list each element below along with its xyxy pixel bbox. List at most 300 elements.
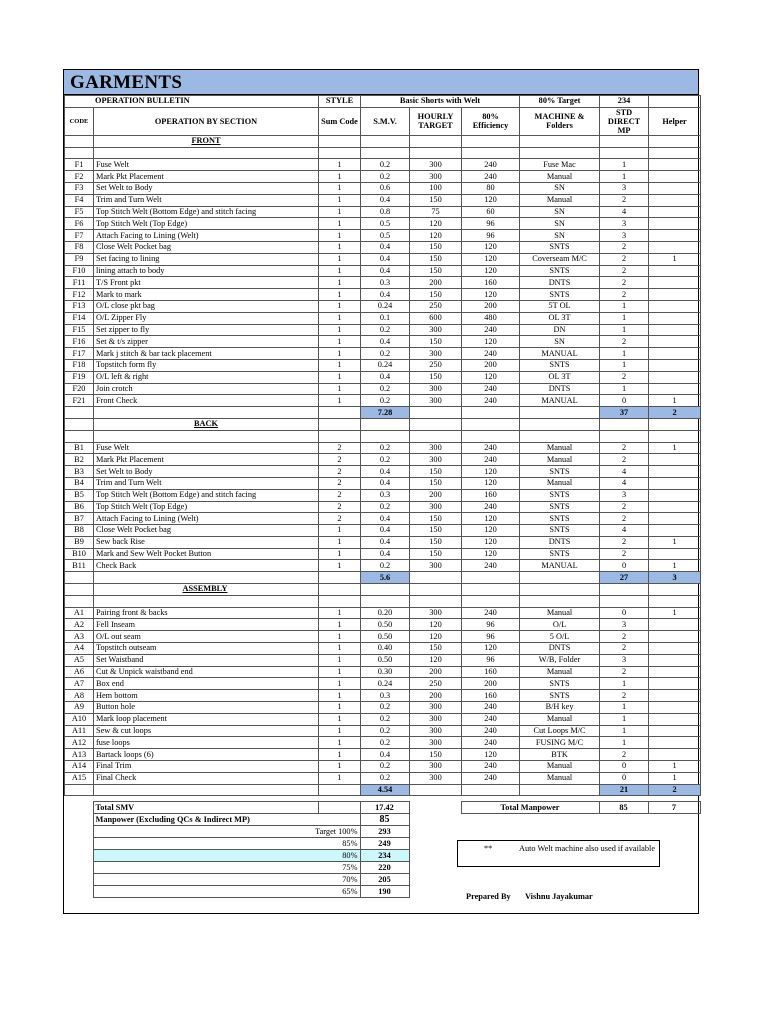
operation-cell-sum-code: 1 [319,218,361,230]
empty-cell [409,850,461,862]
operation-cell-code: F14 [65,312,94,324]
empty-cell [409,838,461,850]
header-row-1 [65,96,701,108]
operation-row [65,654,701,666]
operation-row [65,348,701,360]
operation-cell-smv: 0.4 [361,336,410,348]
total-smv-row [64,802,700,814]
empty-cell [94,595,319,607]
total-helper-value: 7 [648,802,700,814]
operation-cell-sum-code: 1 [319,713,361,725]
operation-cell-smv: 0.4 [361,253,410,265]
empty-cell [649,595,701,607]
operation-cell-std-direct-mp: 4 [600,477,649,489]
operation-cell-helper [649,159,701,171]
operation-cell-operation: O/L out seam [94,631,319,643]
column-header-helper: Helper [649,107,701,135]
column-header-code: CODE [65,107,94,135]
target-label: 80% [93,850,360,862]
operation-cell-hourly-target: 300 [410,737,462,749]
operation-cell-std-direct-mp: 3 [600,654,649,666]
operation-row [65,737,701,749]
operation-cell-smv: 0.4 [361,194,410,206]
operation-cell-operation: Final Trim [94,761,319,773]
operation-cell-hourly-target: 150 [410,336,462,348]
operation-cell-helper [649,466,701,478]
empty-cell [319,407,361,419]
operation-cell-code: F21 [65,395,94,407]
empty-cell [520,430,600,442]
operation-cell-std-direct-mp: 2 [600,749,649,761]
operation-bulletin-label: OPERATION BULLETIN [65,96,319,108]
operation-cell-operation: Mark j stitch & bar tack placement [94,348,319,360]
empty-cell [520,584,600,596]
operation-cell-operation: O/L Zipper Fly [94,312,319,324]
operation-cell-machine: SNTS [520,359,600,371]
empty-cell [520,784,600,796]
operation-cell-std-direct-mp: 2 [600,548,649,560]
empty-cell [319,584,361,596]
operation-cell-helper [649,206,701,218]
operation-cell-smv: 0.2 [361,737,410,749]
operation-cell-code: F12 [65,289,94,301]
operation-cell-operation: Topstitch form fly [94,359,319,371]
operation-cell-code: B2 [65,454,94,466]
empty-cell [410,572,462,584]
operation-cell-efficiency: 120 [462,265,520,277]
operation-cell-efficiency: 120 [462,241,520,253]
operation-cell-hourly-target: 150 [410,548,462,560]
operation-cell-sum-code: 2 [319,513,361,525]
operation-cell-std-direct-mp: 4 [600,525,649,537]
operation-cell-sum-code: 2 [319,442,361,454]
manpower-value: 85 [360,814,409,826]
operation-cell-code: F4 [65,194,94,206]
empty-cell [462,418,520,430]
operation-cell-code: A3 [65,631,94,643]
operation-cell-std-direct-mp: 0 [600,560,649,572]
operation-row [65,289,701,301]
empty-cell [410,407,462,419]
operation-cell-helper [649,690,701,702]
operation-cell-machine: SNTS [520,678,600,690]
empty-cell [410,147,462,159]
operation-row [65,536,701,548]
operation-cell-code: A15 [65,772,94,784]
operation-cell-machine: Manual [520,666,600,678]
operation-cell-hourly-target: 300 [410,159,462,171]
empty-cell [600,147,649,159]
operation-cell-sum-code: 2 [319,466,361,478]
operation-row [65,489,701,501]
operation-cell-operation: Mark and Sew Welt Pocket Button [94,548,319,560]
operation-cell-operation: Front Check [94,395,319,407]
operation-cell-machine: SNTS [520,289,600,301]
operation-cell-helper [649,265,701,277]
operation-cell-helper [649,666,701,678]
operation-cell-hourly-target: 300 [410,442,462,454]
empty-cell [64,802,93,814]
empty-cell [64,838,93,850]
operation-cell-std-direct-mp: 0 [600,395,649,407]
operation-cell-machine: SNTS [520,525,600,537]
section-title: BACK [94,418,319,430]
target-value: 205 [360,874,409,886]
operation-cell-sum-code: 1 [319,654,361,666]
empty-cell [410,135,462,147]
empty-cell [462,407,520,419]
operation-row [65,371,701,383]
operation-cell-hourly-target: 150 [410,253,462,265]
empty-cell [65,595,94,607]
operation-cell-std-direct-mp: 2 [600,442,649,454]
operation-cell-machine: 5 O/L [520,631,600,643]
operation-cell-sum-code: 1 [319,607,361,619]
operation-cell-machine: SN [520,230,600,242]
operation-cell-smv: 0.1 [361,312,410,324]
operation-cell-hourly-target: 300 [410,725,462,737]
operation-cell-hourly-target: 300 [410,454,462,466]
operation-row [65,631,701,643]
manpower-label: Manpower (Excluding QCs & Indirect MP) [93,814,360,826]
operation-cell-code: B11 [65,560,94,572]
section-total-helper: 3 [649,572,701,584]
operation-cell-sum-code: 1 [319,761,361,773]
operation-cell-std-direct-mp: 2 [600,454,649,466]
operation-cell-efficiency: 96 [462,619,520,631]
operation-row [65,253,701,265]
header-row-2 [65,107,701,135]
operation-cell-std-direct-mp: 3 [600,230,649,242]
operation-row [65,206,701,218]
column-header-smv: S.M.V. [361,107,410,135]
operation-cell-helper: 1 [649,253,701,265]
operation-cell-operation: Button hole [94,702,319,714]
operation-cell-sum-code: 1 [319,277,361,289]
operation-cell-sum-code: 1 [319,194,361,206]
operation-cell-hourly-target: 200 [410,690,462,702]
operation-cell-smv: 0.2 [361,772,410,784]
operation-cell-code: B3 [65,466,94,478]
operation-cell-helper [649,678,701,690]
operation-cell-sum-code: 1 [319,548,361,560]
operation-cell-helper [649,654,701,666]
operation-cell-operation: Final Check [94,772,319,784]
operation-cell-machine: SNTS [520,501,600,513]
operation-cell-operation: Mark Pkt Placement [94,454,319,466]
empty-cell [462,784,520,796]
operation-cell-efficiency: 96 [462,631,520,643]
operation-cell-std-direct-mp: 3 [600,489,649,501]
operation-cell-sum-code: 1 [319,359,361,371]
operation-cell-hourly-target: 120 [410,218,462,230]
operation-cell-std-direct-mp: 0 [600,607,649,619]
style-label: STYLE [319,96,361,108]
operation-cell-std-direct-mp: 1 [600,300,649,312]
operation-cell-sum-code: 1 [319,690,361,702]
empty-cell [520,572,600,584]
total-manpower-label: Total Manpower [461,802,599,814]
operation-cell-std-direct-mp: 2 [600,265,649,277]
empty-cell [520,595,600,607]
empty-cell [410,595,462,607]
section-total-mp: 21 [600,784,649,796]
operation-row [65,171,701,183]
operation-cell-std-direct-mp: 1 [600,678,649,690]
operation-cell-code: B8 [65,525,94,537]
operation-cell-smv: 0.40 [361,643,410,655]
operation-row [65,477,701,489]
operation-cell-machine: Manual [520,772,600,784]
operation-cell-machine: MANUAL [520,348,600,360]
empty-cell [599,814,648,826]
empty-cell [65,147,94,159]
empty-cell [600,595,649,607]
operation-row [65,749,701,761]
operation-cell-machine: OL 3T [520,312,600,324]
operation-cell-efficiency: 200 [462,300,520,312]
column-header-efficiency: 80% Efficiency [462,107,520,135]
operation-cell-smv: 0.50 [361,654,410,666]
column-header-operation: OPERATION BY SECTION [94,107,319,135]
operation-cell-operation: Set Welt to Body [94,182,319,194]
operation-cell-efficiency: 96 [462,218,520,230]
operation-row [65,548,701,560]
operation-cell-sum-code: 1 [319,666,361,678]
operation-cell-smv: 0.2 [361,560,410,572]
operation-cell-helper [649,359,701,371]
empty-cell [462,572,520,584]
operation-cell-hourly-target: 300 [410,702,462,714]
operation-cell-smv: 0.24 [361,678,410,690]
operation-cell-efficiency: 160 [462,277,520,289]
column-header-hourly-target: HOURLY TARGET [410,107,462,135]
operation-cell-code: B4 [65,477,94,489]
operation-cell-sum-code: 1 [319,265,361,277]
operation-cell-machine: Manual [520,194,600,206]
note-marker: ** [484,844,493,853]
operation-cell-helper [649,489,701,501]
operation-cell-hourly-target: 150 [410,466,462,478]
target-value: 190 [360,886,409,898]
empty-cell [599,874,648,886]
operation-cell-machine: DNTS [520,383,600,395]
operation-row [65,702,701,714]
operation-cell-sum-code: 1 [319,206,361,218]
operation-cell-sum-code: 1 [319,182,361,194]
operation-cell-code: A1 [65,607,94,619]
operation-cell-smv: 0.2 [361,501,410,513]
operation-cell-std-direct-mp: 2 [600,277,649,289]
operation-cell-sum-code: 1 [319,300,361,312]
empty-cell [649,430,701,442]
operation-cell-operation: Mark loop placement [94,713,319,725]
operation-cell-sum-code: 1 [319,678,361,690]
operation-bulletin-sheet [63,69,699,914]
operation-cell-machine: Cut Loops M/C [520,725,600,737]
operation-cell-machine: SNTS [520,489,600,501]
operation-row [65,159,701,171]
target-label: 85% [93,838,360,850]
operation-cell-smv: 0.50 [361,631,410,643]
operation-cell-operation: Pairing front & backs [94,607,319,619]
operation-cell-std-direct-mp: 1 [600,383,649,395]
operation-cell-std-direct-mp: 1 [600,312,649,324]
operation-cell-efficiency: 120 [462,525,520,537]
operation-cell-helper: 1 [649,395,701,407]
section-total-row [65,572,701,584]
operation-cell-hourly-target: 300 [410,772,462,784]
operation-row [65,312,701,324]
operation-cell-operation: Mark Pkt Placement [94,171,319,183]
empty-cell [65,407,94,419]
empty-cell [461,826,519,838]
operation-cell-operation: Fuse Welt [94,442,319,454]
operation-row [65,666,701,678]
operation-cell-machine: Manual [520,477,600,489]
operation-cell-hourly-target: 300 [410,607,462,619]
operation-cell-machine: DNTS [520,536,600,548]
operation-cell-sum-code: 1 [319,525,361,537]
operation-cell-hourly-target: 300 [410,324,462,336]
operation-cell-std-direct-mp: 2 [600,336,649,348]
operation-cell-sum-code: 1 [319,230,361,242]
operation-cell-smv: 0.4 [361,371,410,383]
operation-cell-smv: 0.3 [361,489,410,501]
operation-cell-helper [649,513,701,525]
empty-cell [409,874,461,886]
operation-cell-std-direct-mp: 1 [600,359,649,371]
operation-cell-helper [649,371,701,383]
section-total-helper: 2 [649,407,701,419]
empty-cell [599,826,648,838]
operation-cell-smv: 0.2 [361,442,410,454]
operation-cell-smv: 0.2 [361,702,410,714]
empty-cell [319,147,361,159]
operation-cell-code: F9 [65,253,94,265]
operation-cell-operation: Check Back [94,560,319,572]
operation-cell-efficiency: 240 [462,725,520,737]
operation-cell-smv: 0.6 [361,182,410,194]
operation-cell-machine: Manual [520,607,600,619]
operation-row [65,619,701,631]
operation-cell-machine: B/H key [520,702,600,714]
operation-cell-efficiency: 240 [462,171,520,183]
operation-cell-operation: Set Waistband [94,654,319,666]
operation-row [65,218,701,230]
operation-cell-machine: Manual [520,442,600,454]
operation-cell-operation: O/L close pkt bag [94,300,319,312]
operation-cell-efficiency: 120 [462,371,520,383]
empty-cell [649,584,701,596]
empty-cell [649,135,701,147]
empty-cell [65,572,94,584]
operation-cell-helper [649,643,701,655]
operation-cell-operation: Fuse Welt [94,159,319,171]
operation-cell-hourly-target: 150 [410,371,462,383]
empty-cell [65,584,94,596]
target-value: 293 [360,826,409,838]
operation-cell-helper [649,383,701,395]
operation-cell-std-direct-mp: 3 [600,218,649,230]
operation-cell-helper [649,501,701,513]
operation-cell-machine: SNTS [520,265,600,277]
operation-cell-helper [649,749,701,761]
operation-cell-smv: 0.50 [361,619,410,631]
operation-cell-efficiency: 240 [462,383,520,395]
operation-cell-sum-code: 1 [319,371,361,383]
operation-cell-machine: FUSING M/C [520,737,600,749]
target-value: 234 [600,96,649,108]
operation-cell-efficiency: 480 [462,312,520,324]
operation-cell-efficiency: 240 [462,395,520,407]
operation-table [64,95,701,796]
operation-cell-hourly-target: 600 [410,312,462,324]
empty-cell [520,418,600,430]
operation-cell-efficiency: 60 [462,206,520,218]
operation-cell-helper [649,477,701,489]
operation-cell-operation: Trim and Turn Welt [94,194,319,206]
operation-cell-efficiency: 200 [462,678,520,690]
operation-cell-sum-code: 1 [319,395,361,407]
operation-cell-smv: 0.2 [361,383,410,395]
operation-cell-hourly-target: 200 [410,666,462,678]
total-smv-label: Total SMV [93,802,318,814]
empty-cell [65,135,94,147]
operation-cell-sum-code: 1 [319,643,361,655]
operation-cell-std-direct-mp: 1 [600,737,649,749]
empty-cell [361,147,410,159]
operation-cell-sum-code: 1 [319,253,361,265]
operation-cell-code: F15 [65,324,94,336]
operation-cell-machine: 5T OL [520,300,600,312]
operation-cell-efficiency: 120 [462,749,520,761]
operation-cell-code: F13 [65,300,94,312]
operation-cell-operation: Hem bottom [94,690,319,702]
operation-cell-code: B7 [65,513,94,525]
operation-cell-sum-code: 2 [319,501,361,513]
operation-cell-helper [649,218,701,230]
empty-cell [409,886,461,898]
operation-cell-code: A12 [65,737,94,749]
operation-cell-hourly-target: 300 [410,171,462,183]
operation-cell-sum-code: 1 [319,312,361,324]
operation-cell-hourly-target: 150 [410,265,462,277]
operation-cell-std-direct-mp: 3 [600,182,649,194]
operation-cell-hourly-target: 250 [410,678,462,690]
operation-cell-operation: Mark to mark [94,289,319,301]
target-label: 75% [93,862,360,874]
operation-cell-efficiency: 240 [462,324,520,336]
empty-cell [599,886,648,898]
operation-cell-helper [649,525,701,537]
operation-cell-code: F10 [65,265,94,277]
operation-cell-code: F19 [65,371,94,383]
operation-row [65,560,701,572]
section-title-row [65,584,701,596]
total-smv-value: 17.42 [360,802,409,814]
operation-cell-helper: 1 [649,761,701,773]
operation-cell-hourly-target: 300 [410,395,462,407]
operation-cell-code: F3 [65,182,94,194]
operation-cell-std-direct-mp: 3 [600,619,649,631]
operation-cell-machine: DN [520,324,600,336]
operation-cell-sum-code: 1 [319,171,361,183]
operation-cell-efficiency: 120 [462,477,520,489]
operation-row [65,690,701,702]
operation-cell-std-direct-mp: 2 [600,536,649,548]
operation-cell-helper [649,737,701,749]
